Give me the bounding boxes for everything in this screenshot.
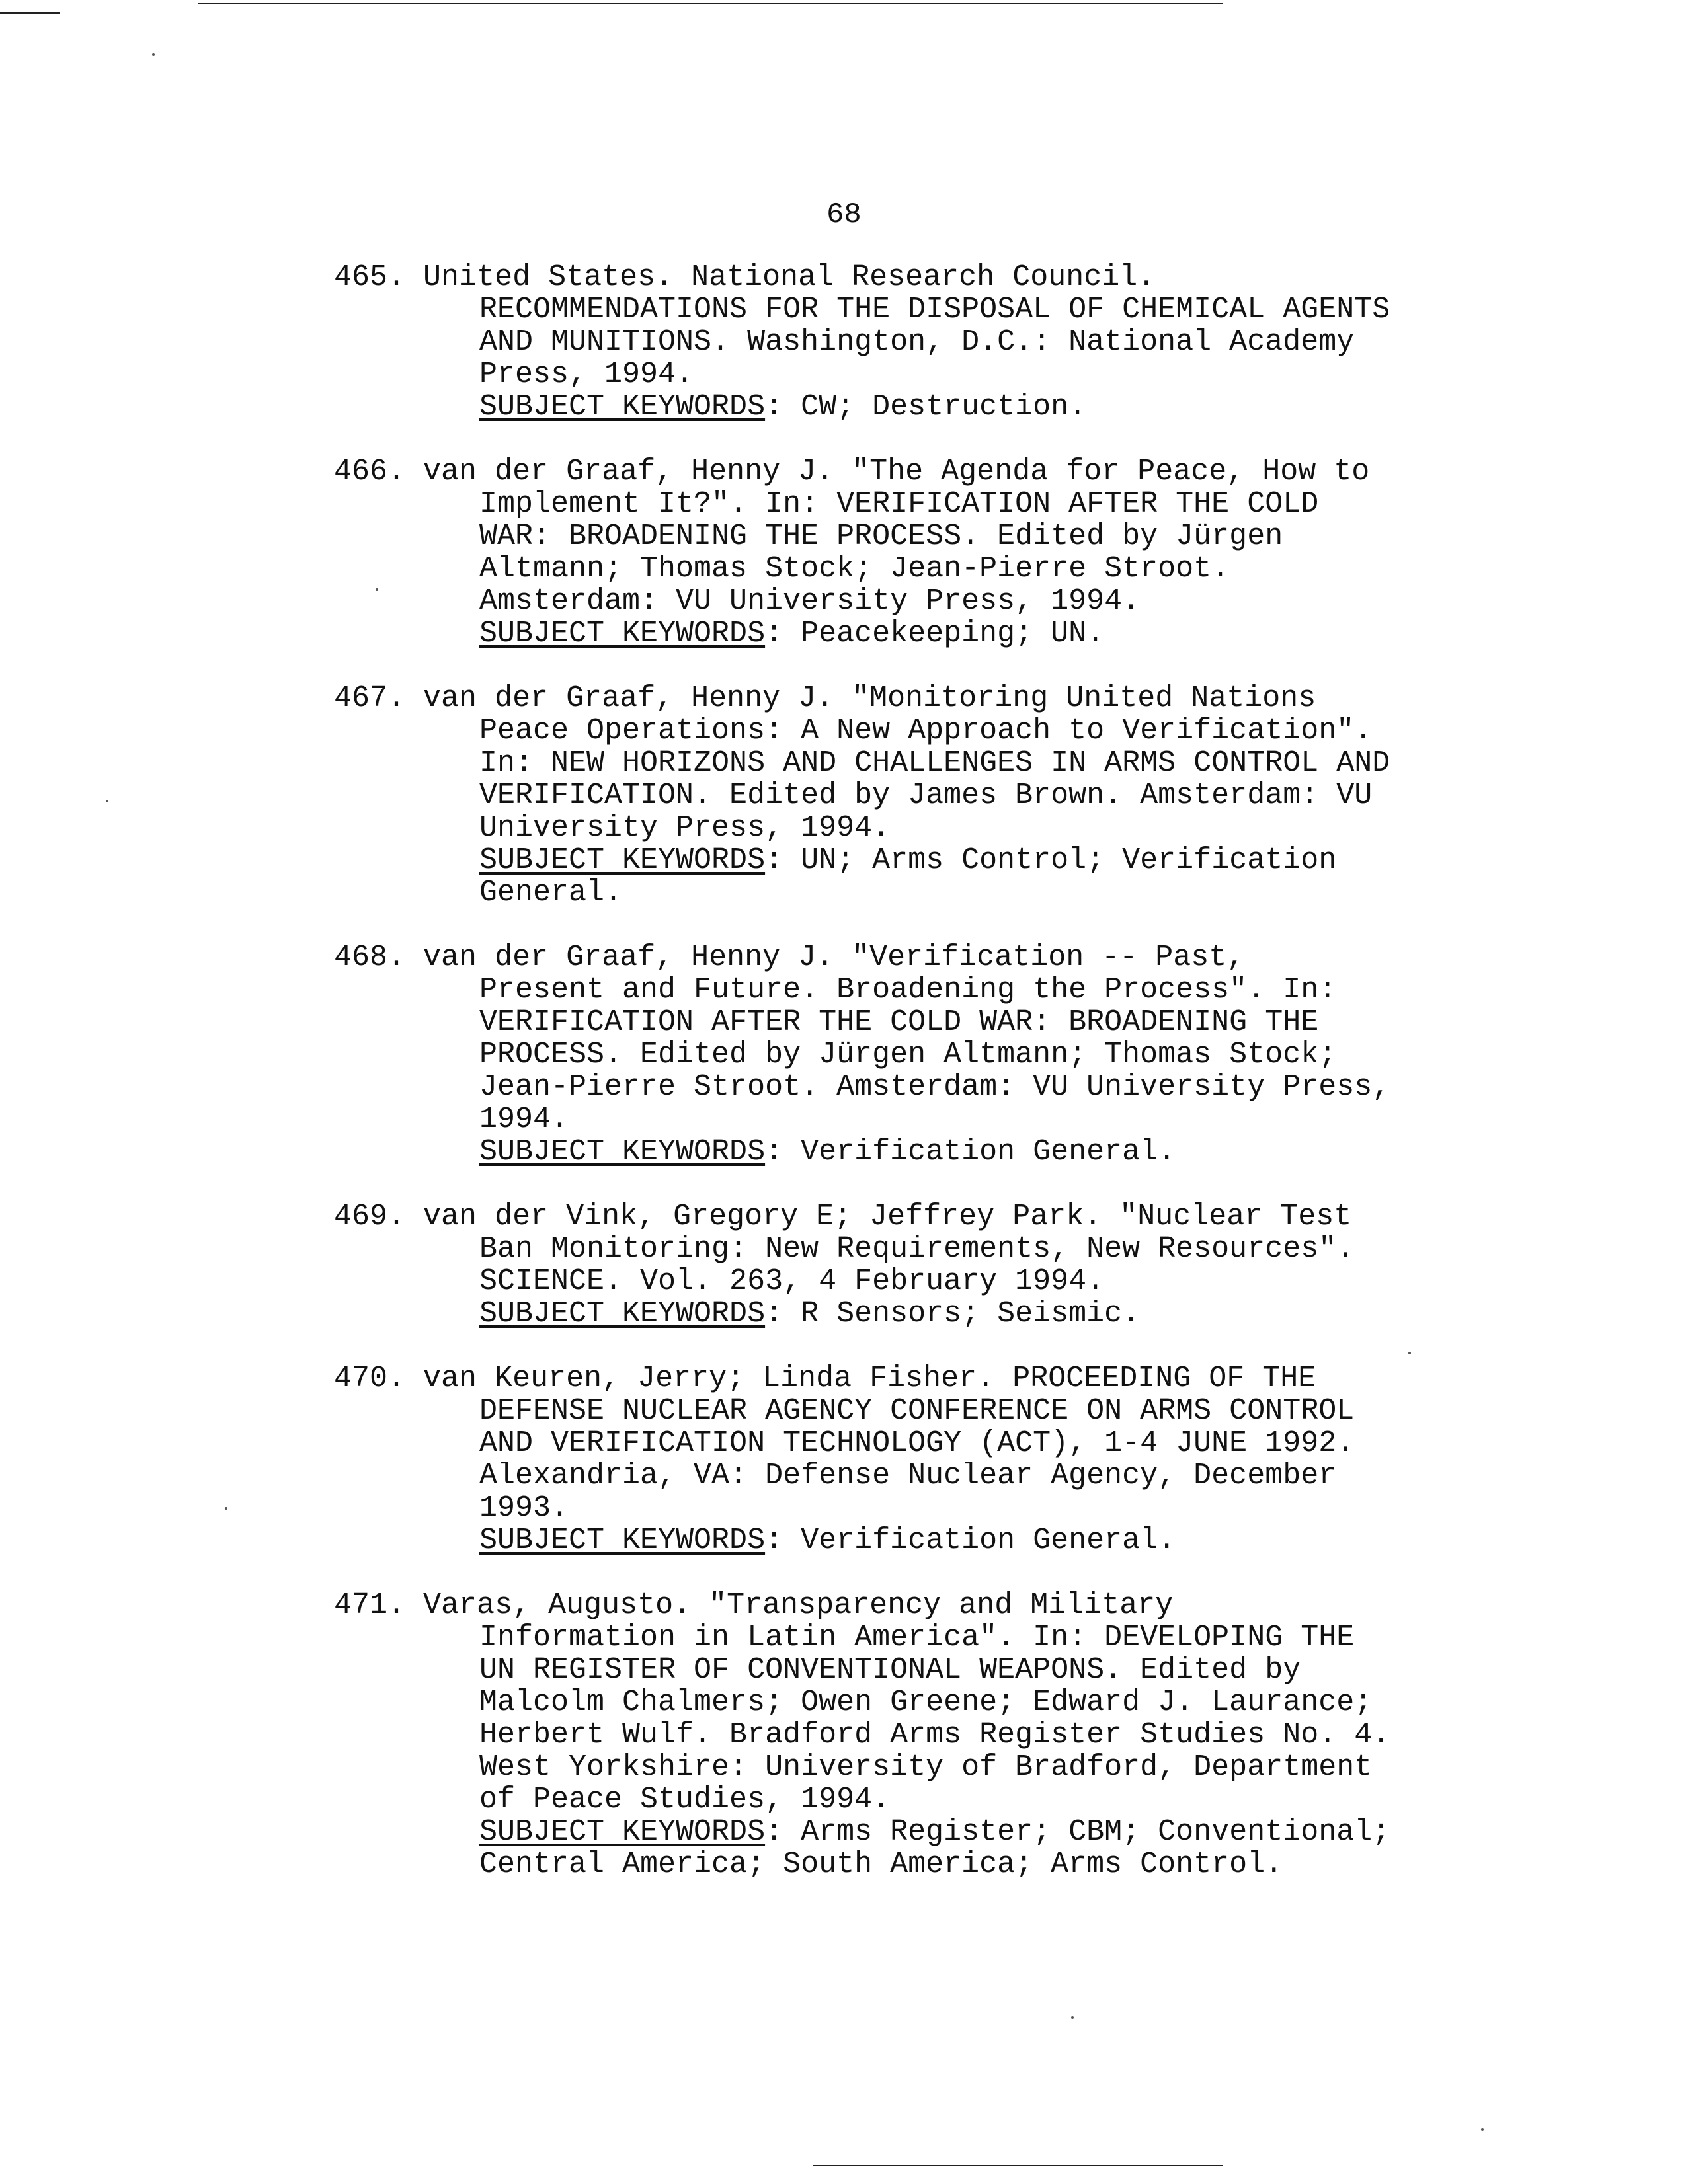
subject-keywords-line [479, 1816, 1524, 1848]
entry-body [479, 1621, 1524, 1881]
entry-body [479, 1233, 1524, 1330]
entry-first-text: van der Vink, Gregory E; Jeffrey Park. "Nuclear Test [423, 1200, 1352, 1233]
entry-line: Peace Operations: A New Approach to Verification". [479, 714, 1373, 748]
entry-line: In: NEW HORIZONS AND CHALLENGES IN ARMS CONTROL AND [479, 746, 1390, 780]
subject-keywords-label: SUBJECT KEYWORDS [479, 390, 766, 424]
entry-line: Herbert Wulf. Bradford Arms Register Studies No. 4. [479, 1718, 1390, 1752]
scan-speck [106, 800, 108, 802]
scan-speck [1071, 2016, 1074, 2019]
entry-first-text: van der Graaf, Henny J. "Monitoring United Nations [423, 682, 1316, 715]
entry-line: 1993. [479, 1491, 569, 1525]
subject-keywords-value: : R Sensors; Seismic. [765, 1297, 1141, 1331]
bibliography-entry [334, 941, 1524, 1168]
subject-keywords-line [479, 617, 1524, 650]
entry-body [479, 293, 1524, 423]
entry-line: Present and Future. Broadening the Process". In: [479, 973, 1337, 1007]
entry-body [479, 974, 1524, 1168]
subject-keywords-value: : CW; Destruction. [765, 390, 1087, 424]
entry-line: Implement It?". In: VERIFICATION AFTER THE COLD [479, 487, 1319, 521]
entry-line: UN REGISTER OF CONVENTIONAL WEAPONS. Edited by [479, 1653, 1301, 1687]
subject-keywords-line [479, 391, 1524, 423]
scan-speck [152, 53, 155, 56]
entry-first-line [334, 1200, 1524, 1233]
entry-number: 469. [334, 1200, 406, 1233]
subject-keywords-value: General. [479, 876, 623, 910]
entry-line: PROCESS. Edited by Jürgen Altmann; Thomas Stock; [479, 1038, 1337, 1072]
entry-number: 471. [334, 1588, 406, 1622]
scan-speck [225, 1507, 227, 1510]
subject-keywords-line [479, 844, 1524, 877]
bibliography-entry [334, 455, 1524, 650]
subject-keywords-line [479, 1298, 1524, 1330]
subject-keywords-label: SUBJECT KEYWORDS [479, 1297, 766, 1331]
entry-line: VERIFICATION AFTER THE COLD WAR: BROADENING THE [479, 1005, 1319, 1039]
scan-speck [1481, 2128, 1484, 2131]
subject-keywords-label: SUBJECT KEYWORDS [479, 1815, 766, 1849]
entry-line: AND VERIFICATION TECHNOLOGY (ACT), 1-4 JUNE 1992. [479, 1426, 1355, 1460]
bibliography-entry [334, 1589, 1524, 1881]
entry-line: Press, 1994. [479, 358, 694, 391]
entry-first-text: United States. National Research Council. [423, 260, 1156, 294]
entry-first-line [334, 1362, 1524, 1395]
subject-keywords-label: SUBJECT KEYWORDS [479, 843, 766, 877]
entry-line: Ban Monitoring: New Requirements, New Resources". [479, 1232, 1355, 1266]
entry-number: 468. [334, 941, 406, 974]
bibliography-entry [334, 682, 1524, 909]
entry-line: Altmann; Thomas Stock; Jean-Pierre Stroot. [479, 552, 1230, 586]
entry-line: WAR: BROADENING THE PROCESS. Edited by Jürgen [479, 520, 1283, 553]
subject-keywords-label: SUBJECT KEYWORDS [479, 617, 766, 650]
scan-edge-line [813, 2165, 1223, 2166]
entry-line: AND MUNITIONS. Washington, D.C.: National Academy [479, 325, 1355, 359]
subject-keywords-value: Central America; South America; Arms Control. [479, 1848, 1283, 1881]
subject-keywords-line [479, 1136, 1524, 1168]
entry-line: of Peace Studies, 1994. [479, 1783, 891, 1816]
entry-first-line [334, 682, 1524, 715]
subject-keywords-line [479, 877, 1524, 909]
entry-line: VERIFICATION. Edited by James Brown. Amsterdam: VU [479, 779, 1373, 812]
entry-line: Jean-Pierre Stroot. Amsterdam: VU University Press, [479, 1070, 1390, 1104]
entry-body [479, 1395, 1524, 1557]
subject-keywords-value: : Verification General. [765, 1524, 1176, 1557]
entry-line: University Press, 1994. [479, 811, 891, 845]
entry-line: RECOMMENDATIONS FOR THE DISPOSAL OF CHEMICAL AGENTS [479, 293, 1390, 327]
page-number: 68 [826, 198, 862, 231]
scan-edge-line [198, 3, 1223, 4]
subject-keywords-line [479, 1848, 1524, 1881]
subject-keywords-line [479, 1524, 1524, 1557]
bibliography-entry [334, 261, 1524, 423]
entry-first-text: Varas, Augusto. "Transparency and Military [423, 1588, 1174, 1622]
entry-body [479, 488, 1524, 650]
entry-line: Amsterdam: VU University Press, 1994. [479, 584, 1141, 618]
entry-first-text: van der Graaf, Henny J. "The Agenda for Peace, How to [423, 455, 1370, 488]
entry-first-line [334, 1589, 1524, 1621]
entry-line: Information in Latin America". In: DEVELOPING THE [479, 1621, 1355, 1655]
entry-body [479, 715, 1524, 909]
scan-edge-line [0, 12, 60, 14]
bibliography-list [334, 261, 1524, 1913]
entry-number: 467. [334, 682, 406, 715]
entry-first-line [334, 941, 1524, 974]
entry-first-text: van der Graaf, Henny J. "Verification -- Past, [423, 941, 1245, 974]
bibliography-entry [334, 1200, 1524, 1330]
subject-keywords-value: : Arms Register; CBM; Conventional; [765, 1815, 1390, 1849]
entry-line: Malcolm Chalmers; Owen Greene; Edward J. Laurance; [479, 1686, 1373, 1719]
entry-line: SCIENCE. Vol. 263, 4 February 1994. [479, 1265, 1105, 1298]
subject-keywords-value: : Verification General. [765, 1135, 1176, 1169]
entry-line: DEFENSE NUCLEAR AGENCY CONFERENCE ON ARMS CONTROL [479, 1394, 1355, 1428]
entry-line: 1994. [479, 1103, 569, 1136]
entry-line: West Yorkshire: University of Bradford, Department [479, 1750, 1373, 1784]
subject-keywords-label: SUBJECT KEYWORDS [479, 1524, 766, 1557]
subject-keywords-label: SUBJECT KEYWORDS [479, 1135, 766, 1169]
entry-first-text: van Keuren, Jerry; Linda Fisher. PROCEEDING OF THE [423, 1362, 1316, 1395]
entry-first-line [334, 261, 1524, 293]
entry-line: Alexandria, VA: Defense Nuclear Agency, December [479, 1459, 1337, 1493]
subject-keywords-value: : UN; Arms Control; Verification [765, 843, 1337, 877]
bibliography-entry [334, 1362, 1524, 1557]
entry-number: 465. [334, 260, 406, 294]
entry-first-line [334, 455, 1524, 488]
subject-keywords-value: : Peacekeeping; UN. [765, 617, 1105, 650]
entry-number: 470. [334, 1362, 406, 1395]
entry-number: 466. [334, 455, 406, 488]
